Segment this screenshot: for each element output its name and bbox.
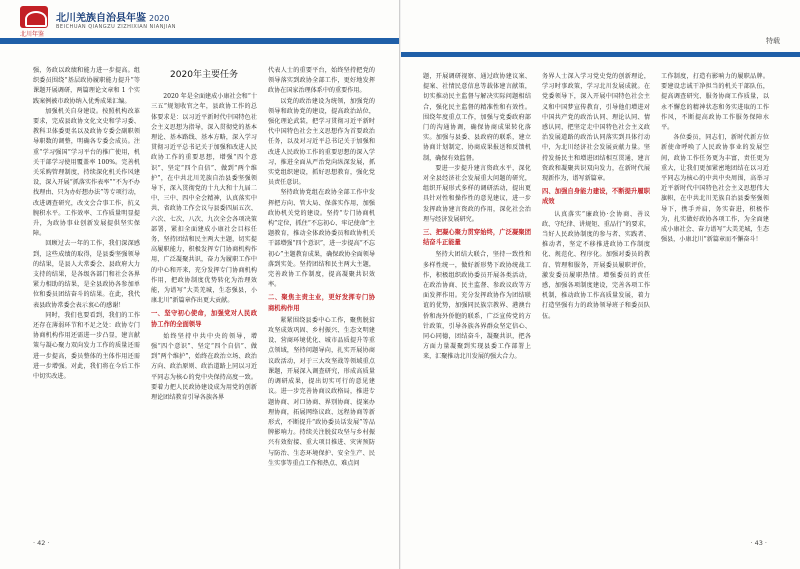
section-heading: 2020年主要任务 xyxy=(170,70,238,80)
book-title xyxy=(56,9,169,24)
paragraph: 紧紧围绕县委中心工作，聚焦脱贫攻坚成效巩固、乡村振兴、生态文明建设、营商环境优化、城市品质提升等重点领域，坚持问题导向，扎实开展协商议政活动，对于三大攻坚战等领域重点课题，开展深入调查研究，形成高质量的调研成果，提出切实可行的意见建议。进一步完善协商议政格局，推进专题协商、对口协商、界别协商、提案办理协商，拓展网络议政、远程协商等新形式，不断提升“政协委员话发展”等品牌影响力。持续关注脱贫攻坚与乡村振兴有效衔接、重大项目推进、灾害预防与防治、生态环境保护、安全生产、民生实事等重点工作和热点、难点问 xyxy=(268,316,375,467)
header-rule-right xyxy=(401,52,800,57)
logo-emblem-icon xyxy=(20,6,48,28)
text-column-5 xyxy=(542,72,650,527)
paragraph: 务界人士深入学习党史党的创新理论，学习时事政策，学习北川发展成就。在党委领导下，深入开展中国特色社会主义和中国梦宣传教育，引导他们增进对中国共产党的政治认同、理论认同、情感认同，把坚定走中国特色社会主义政治发展道路的政治认同落实到具体行动中，为北川经济社会发展贡献力量。坚持发扬民主和增进团结相互贯通，建言资政和凝聚共识双向发力，在新时代展现新作为，谱写新篇章。 xyxy=(542,73,650,183)
paragraph: 坚持政协党组在政协全部工作中发挥把方向、管大局、保落实作用，加强政协机关党的建设。坚持“专门协商机构”定位，抓住“不忘初心、牢记使命”主题教育，推动全体政协委员和政协机关干部增强“四个意识”，进一步提高“不忘初心”主题教育成果，确保政协全面领导落到实处。坚持团结和民主两大主题，完善政协工作制度，提高凝聚共识效率。 xyxy=(268,189,375,289)
paragraph: 加强机关自身建设。按照机构改革要求，完成县政协文化文史和学习委、教科卫体委更名以及政协专委会副职领导职数的调整，明确各专委会成员。注重“学习强国”学习平台的推广使用，机关干部学习使用覆盖率 100%。完善机关采购管理制度，持续深化机关作风建设，深入开展“抓落实作表率”“不为不办找理由、只为办好想办法”等专项行动，改进调查研究，改文会合事工作，抗义腕积水平。工作效率、工作质量明显提升，为政协事业创新发展提供坚实保障。 xyxy=(33,107,140,238)
book-year: 2020 xyxy=(149,14,170,23)
paragraph: 认真落实“廉政协·会协商、善议政、守纪律、讲规矩、重品行”的要求，当好人民政协制度的参与者、实践者、推动者，坚定不移推进政协工作制度化、规范化、程序化。加强对委员的教育、管理和服务，开展委员履职评价，激发委员履职热情。增强委员的责任感，加强各项制度建设，完善各项工作机制，推动政协工作高质量发展，着力打造坚强有力的政协领导班子和委员队伍。 xyxy=(542,210,650,320)
page-number-right: · 43 · xyxy=(750,539,767,547)
paragraph: 2020 年是全面建成小康社会和“十三五”规划收官之年，县政协工作的总体要求是：以习近平新时代中国特色社会主义思想为指导，深入贯彻党的基本理论、基本路线、基本方略，深入学习贯彻习近平总书记关于加强和改进人民政协工作的重要思想，增强“四个意识”、坚定“四个自信”、做到“两个维护”，在中共北川羌族自治县委坚强领导下，深入贯彻党的十九大和十九届二中、三中、四中全会精神，认真落实中共、省政协工作会议与县委四届五次、六次、七次、八次、九次全会各项决策部署，紧扣全面建成小康社会目标任务，坚持团结和民主两大主题，切实提高履职能力，积极发挥专门协商机构作用，广泛凝聚共识，奋力为履职工作中的中心和开来，充分发挥专门协商机构作用，把政协制度优势转化为治理效能，为谱写“大美羌城，生态强县，小康北川”新篇章作出更大贡献。 xyxy=(151,93,257,305)
text-column-3 xyxy=(268,66,375,526)
text-column-1 xyxy=(33,66,140,506)
subsection-heading: 三、把凝心聚力贯穿始终，广泛凝聚团结奋斗正能量 xyxy=(423,229,531,247)
text-column-4 xyxy=(423,72,531,527)
text-column-6 xyxy=(661,72,769,392)
subsection-heading: 二、聚焦主责主业，更好发挥专门协商机构作用 xyxy=(268,294,375,312)
right-page xyxy=(400,0,800,569)
paragraph: 各位委员，同志们，新时代新方位新使命呼唤了人民政协事业的发展空间，政协工作任务更为丰富，责任更为重大，让我们更加紧密地团结在以习近平同志为核心的中共中央周围，高举习近平新时代中国特色社会主义思想伟大旗帜，在中共北川羌族自治县委坚强领导下，携手并肩，务实奋进，积极作为，扎实做好政协各项工作，为全面建成小康社会、奋力谱写“大美羌城，生态强县，小康北川”新篇章而不懈奋斗！ xyxy=(661,134,769,244)
book-subtitle: BEICHUAN QIANGZU ZIZHIXIAN NIANJIAN xyxy=(56,24,177,30)
paragraph: 强，务政以政绩和能力进一步提高。组织委员围绕“基层政协履职能力提升”等课题开展调研，两篇理论文章和 1 个实践案例被市政协纳入优秀成果汇编。 xyxy=(33,67,140,105)
paragraph: 代表人士的重要平台，始终坚持把党的领导落实到政协全部工作，更好地发挥政协在国家治理体系中的重要作用。 xyxy=(268,67,375,95)
paragraph: 始终坚持中共中央的领导，增强“四个意识”、坚定“四个自信”、做到“两个维护”，始终在政治立场、政治方向、政治原则、政治道路上同以习近平同志为核心的党中央保持高度一致。要着力把人民政协建设成为用党的创新理论团结教育引导各族各界 xyxy=(151,332,257,402)
paragraph: 回顾过去一年的工作，我们深深感到，这些成绩的取得，是县委坚强领导的结果，是县人大常委会、县政府大力支持的结果，是各级各部门和社会各界紧力相助的结果，是全县政协各参加单位和委员团结奋斗的结果。在此，我代表县政协常委会表示衷心的感谢！ xyxy=(33,240,140,309)
subsection-heading: 四、加强自身能力建设，不断提升履职成效 xyxy=(542,188,650,206)
paragraph: 题，开展调研视察、通过政协建议案、提案、社情民意信息等载体建言献策，切实推动民主监督与解决实际问题相结合，强化民主监督的精准性和有效性。围绕年度重点工作，加强与党委政府部门的沟通协调，确保协商成果转化落实。加强与县委、县政府的联系，建立协商计划制定、协商成果报送和反馈机制，确保有效监督。 xyxy=(423,73,531,162)
book-title-text: 北川羌族自治县年鉴 xyxy=(56,13,146,24)
paragraph: 要进一步提升建言资政水平，深化对全县经济社会发展重大问题的研究，组织开展形式多样的调研活动，提出更具针对性和操作性的意见建议，进一步发挥政协建言资政的作用，深化社会治理与经济发展研究。 xyxy=(423,164,531,223)
subsection-heading: 一、坚守初心使命，加强党对人民政协工作的全面领导 xyxy=(151,310,257,328)
section-tag: 特载 xyxy=(766,37,780,45)
paragraph: 坚持大团结大联合，坚持一致性和多样性统一，做好新形势下政协统战工作，积极组织政协委员开展各类活动，在政治协商、民主监督、参政议政等方面发挥作用。充分发挥政协作为团结联谊的优势，加强同民族宗教界、港澳台侨和海外侨胞的联系，广泛宣传党的方针政策，引导各族各界群众坚定信心、同心同德，团结奋斗，凝聚共识，把各方面力量凝聚到实现县委工作部署上来，汇聚推动北川发展的强大合力。 xyxy=(423,251,531,361)
text-column-2 xyxy=(151,66,257,526)
header-rule xyxy=(0,38,399,44)
paragraph: 工作制度，打造有影响力的履职品牌。要建设忠诚干净担当的机关干部队伍，提高调查研究、服务协商工作质量，以永不懈怠的精神状态和务实进取的工作作风，不断提高政协工作服务保障水平。 xyxy=(661,73,769,132)
page-number-left: · 42 · xyxy=(33,539,50,547)
paragraph: 以党的政治建设为统领，加强党的领导和政协党的建设，提高政治站位，强化理论武装，把学习贯彻习近平新时代中国特色社会主义思想作为首要政治任务，以及对习近平总书记关于加强和改进人民政协工作的重要思想的深入学习，推进全面从严治党向纵深发展，抓实党组织建设，抓好思想教育，强化党员责任意识。 xyxy=(268,97,375,187)
paragraph: 同时，我们也要看到，我们的工作还存在薄弱环节和不足之处：政协专门协商机构作用还需进一步凸显，建言献策与凝心聚力双向发力工作的质量还需进一步提高，委员整体的主体作用还需进一步增强。对此，我们将在今后工作中切实改进。 xyxy=(33,311,140,381)
logo-text: 北川年鉴 xyxy=(20,31,45,38)
yearbook-logo xyxy=(20,6,52,42)
